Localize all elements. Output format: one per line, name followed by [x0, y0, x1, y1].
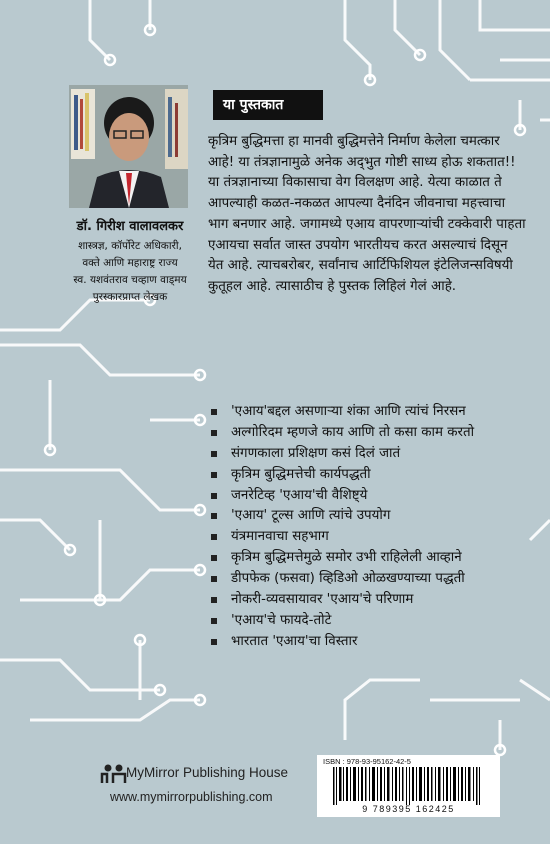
publisher-name: MyMirror Publishing House [126, 765, 289, 780]
author-photo [69, 85, 188, 208]
list-item [206, 590, 536, 611]
list-item-text: डीपफेक (फसवा) व्हिडिओ ओळखण्याच्या पद्धती [231, 571, 465, 587]
author-desc-line: स्व. यशवंतराव चव्हाण वाड्मय [73, 274, 187, 286]
bullet-icon [211, 555, 217, 561]
bullet-icon [211, 451, 217, 457]
isbn-text: ISBN : 978-93-95162-42-5 [323, 757, 411, 766]
intro-paragraph-2: या तंत्रज्ञानाच्या विकासाचा वेग विलक्षण आहे. येत्या काळात ते आपल्याही कळत-नकळत आपल्या दैनंदिन जीवनाचा महत्त्वाचा भाग बनणार आहे. जगामध्ये एआय वापरणाऱ्यांची टक्केवारी पाहता एआयचा सर्वात जास्त उपयोग भारतीयच करत असल्याचं दिसून येत आहे. त्याचबरोबर, सर्वांनाच आर्टिफिशियल इंटेलिजन्सविषयी कुतूहल आहे. त्यासाठीच हे पुस्तक लिहिलं गेलं आहे. [208, 175, 526, 294]
author-description [40, 238, 220, 306]
list-item [206, 465, 536, 486]
author-desc-line: शास्त्रज्ञ, कॉर्पोरेट अधिकारी, [78, 240, 182, 252]
bullet-icon [211, 534, 217, 540]
list-item-text: अल्गोरिदम म्हणजे काय आणि तो कसा काम करतो [231, 424, 475, 440]
author-desc-line: वक्ते आणि महाराष्ट्र राज्य [82, 257, 178, 269]
barcode-bars-icon [323, 767, 495, 805]
bullet-icon [211, 513, 217, 519]
bullet-icon [211, 576, 217, 582]
bullet-icon [211, 409, 217, 415]
list-item-text: नोकरी-व्यवसायावर 'एआय'चे परिणाम [231, 592, 414, 608]
bullet-icon [211, 618, 217, 624]
intro-paragraph-1: कृत्रिम बुद्धिमत्ता हा मानवी बुद्धिमत्तेने निर्माण केलेला चमत्कार आहे! या तंत्रज्ञानामुळे अनेक अद्‌भुत गोष्टी साध्य होऊ शकतात!! [208, 134, 516, 170]
list-item-text: 'एआय'बद्दल असणाऱ्या शंका आणि त्यांचं निरसन [231, 404, 466, 419]
list-item-text: 'एआय'चे फायदे-तोटे [231, 612, 332, 628]
intro-text [208, 132, 526, 298]
list-item [206, 423, 536, 444]
list-item-text: जनरेटिव्ह 'एआय'ची वैशिष्ट्ये [231, 487, 368, 503]
list-item [206, 632, 536, 653]
list-item [206, 506, 536, 527]
barcode [317, 755, 500, 817]
list-item-text: यंत्रमानवाचा सहभाग [231, 529, 329, 545]
author-desc-line: पुरस्कारप्राप्त लेखक [92, 291, 168, 303]
contents-list [206, 402, 536, 653]
list-item-text: 'एआय' टूल्स आणि त्यांचे उपयोग [231, 508, 391, 524]
list-item-text: कृत्रिम बुद्धिमत्तेमुळे समोर उभी राहिलेली आव्हाने [231, 550, 462, 566]
barcode-digits: 9 789395 162425 [362, 804, 455, 814]
author-name: डॉ. गिरीश वालावलकर [76, 219, 184, 234]
list-item [206, 444, 536, 465]
list-item [206, 569, 536, 590]
list-item-text: संगणकाला प्रशिक्षण कसं दिलं जातं [231, 445, 401, 461]
bullet-icon [211, 493, 217, 499]
bullet-icon [211, 472, 217, 478]
list-item-text: कृत्रिम बुद्धिमत्तेची कार्यपद्धती [231, 466, 371, 482]
bullet-icon [211, 639, 217, 645]
list-item [206, 611, 536, 632]
list-item [206, 402, 536, 423]
bullet-icon [211, 430, 217, 436]
list-item-text: भारतात 'एआय'चा विस्तार [231, 633, 358, 649]
list-item [206, 548, 536, 569]
publisher-url: www.mymirrorpublishing.com [110, 790, 273, 804]
list-item [206, 527, 536, 548]
list-item [206, 486, 536, 507]
bullet-icon [211, 597, 217, 603]
section-title: या पुस्तकात [213, 90, 323, 120]
